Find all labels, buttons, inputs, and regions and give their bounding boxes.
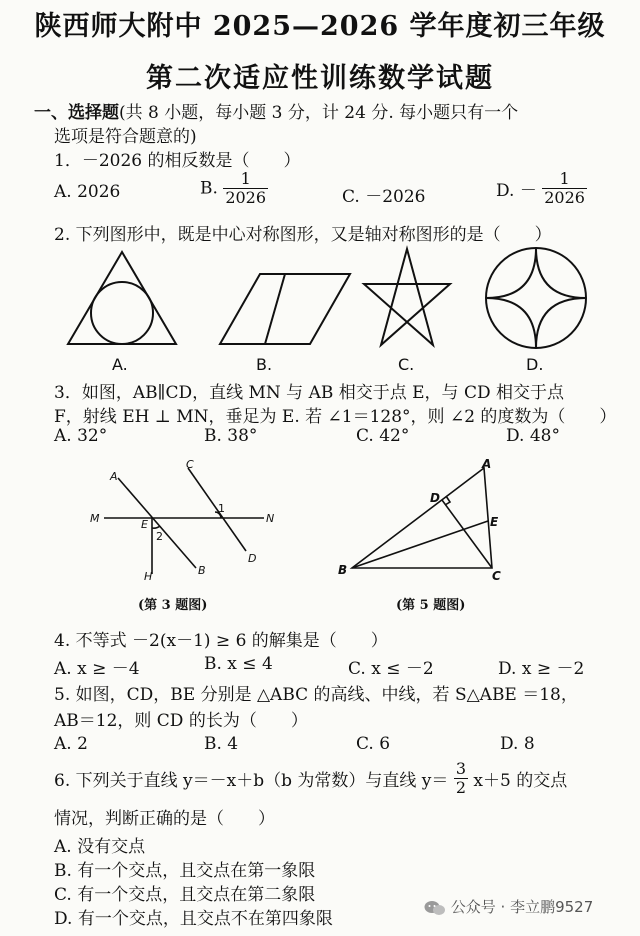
fig3-label-b: B <box>198 564 206 577</box>
q6-option-b: B. 有一个交点，且交点在第一象限 <box>54 861 316 881</box>
q1-option-b-label: B. <box>200 178 218 199</box>
q5-option-b: B. 4 <box>204 734 239 754</box>
q2-figures <box>60 244 600 374</box>
fig5-label-a: A <box>482 457 492 471</box>
q6-frac-num: 3 <box>455 759 466 778</box>
watermark <box>424 896 593 917</box>
fig3-angle2-arc <box>152 526 160 528</box>
fig3-label-a: A <box>110 470 118 483</box>
q6-option-c: C. 有一个交点，且交点在第二象限 <box>54 885 316 905</box>
q3-line2: F，射线 EH ⊥ MN，垂足为 E. 若 ∠1＝128°，则 ∠2 的度数为（ ） <box>54 407 617 427</box>
wechat-icon <box>424 899 446 917</box>
q5-option-c: C. 6 <box>356 734 391 754</box>
fig3-label-d: D <box>248 552 257 565</box>
q1-option-b-num: 1 <box>223 170 268 189</box>
q2-figure-c-star <box>364 249 450 345</box>
fig5-triangle-abc <box>352 468 492 568</box>
figure-3 <box>88 456 288 586</box>
section-intro: (共 8 小题，每小题 3 分，计 24 分. 每小题只有一个 <box>119 103 519 123</box>
q4-option-c: C. x ≤ －2 <box>348 659 434 679</box>
q6-frac-den: 2 <box>455 778 466 797</box>
q2-figure-d-circle-arcs <box>486 248 586 348</box>
q2-label-a: A. <box>112 355 128 374</box>
q6-line2: 情况，判断正确的是（ ） <box>54 809 275 829</box>
q3-option-c: C. 42° <box>356 426 410 446</box>
q4-option-d: D. x ≥ －2 <box>498 659 585 679</box>
section-title: 一、选择题 <box>34 103 119 123</box>
exam-title-line2: 第二次适应性训练数学试题 <box>146 63 494 94</box>
q4-option-a: A. x ≥ －4 <box>54 659 140 679</box>
fig5-label-b: B <box>338 563 348 577</box>
q5-option-a: A. 2 <box>54 734 88 754</box>
q6-fraction <box>454 760 468 797</box>
q1-option-d-num: 1 <box>542 170 587 189</box>
q5-line1: 5. 如图，CD，BE 分别是 △ABC 的高线、中线，若 S△ABE ＝18， <box>54 685 578 705</box>
q2-figure-b-parallelogram <box>220 274 350 344</box>
fig3-label-m: M <box>90 512 100 525</box>
fig5-caption: (第 5 题图) <box>396 598 466 613</box>
q1-option-d <box>496 170 587 207</box>
q4-stem: 4. 不等式 －2(x－1) ≥ 6 的解集是（ ） <box>54 631 388 651</box>
q1-option-b-fraction <box>223 170 268 207</box>
fig3-label-angle1: 1 <box>218 502 225 515</box>
q6-option-d: D. 有一个交点，且交点不在第四象限 <box>54 909 333 929</box>
fig3-line-cd <box>188 468 246 551</box>
q3-line1: 3．如图，AB∥CD，直线 MN 与 AB 相交于点 E，与 CD 相交于点 <box>54 383 564 403</box>
q1-option-c: C. －2026 <box>342 187 426 207</box>
q1-option-d-fraction <box>542 170 587 207</box>
q1-option-b <box>200 170 268 207</box>
q4-option-b: B. x ≤ 4 <box>204 654 273 674</box>
q6-stem <box>54 760 567 797</box>
fig3-label-angle2: 2 <box>156 530 163 543</box>
fig5-label-d: D <box>430 491 440 505</box>
q1-stem: 1．－2026 的相反数是（ ） <box>54 151 301 171</box>
q1-option-d-den: 2026 <box>544 188 585 207</box>
figure-5 <box>332 456 522 586</box>
q5-option-d: D. 8 <box>500 734 535 754</box>
fig3-line-ab <box>118 478 196 568</box>
fig3-label-c: C <box>186 458 194 471</box>
exam-title-line1: 陕西师大附中 2025—2026 学年度初三年级 <box>34 11 606 42</box>
q2-label-b: B. <box>256 355 273 374</box>
q6-option-a: A. 没有交点 <box>54 837 146 857</box>
q2-label-d: D. <box>526 355 544 374</box>
fig3-label-n: N <box>266 512 275 525</box>
fig3-caption: (第 3 题图) <box>138 598 208 613</box>
fig5-median-be <box>352 521 488 568</box>
fig5-label-e: E <box>490 515 499 529</box>
q5-line2: AB＝12，则 CD 的长为（ ） <box>54 711 308 731</box>
q2-label-c: C. <box>398 355 415 374</box>
q3-option-b: B. 38° <box>204 426 258 446</box>
q2-stem: 2. 下列图形中，既是中心对称图形，又是轴对称图形的是（ ） <box>54 225 552 245</box>
q1-option-b-den: 2026 <box>225 188 267 207</box>
q2-figure-a-triangle-incircle <box>68 252 176 344</box>
watermark-text: 公众号 · 李立鹏9527 <box>450 898 594 916</box>
q1-option-d-label: D. － <box>496 181 537 201</box>
q6-stem-part1: 6. 下列关于直线 y＝－x＋b（b 为常数）与直线 y＝ <box>54 771 449 791</box>
fig3-label-h: H <box>144 570 153 583</box>
fig5-label-c: C <box>492 569 501 583</box>
fig3-label-e: E <box>141 518 148 531</box>
q3-option-a: A. 32° <box>54 426 108 446</box>
section-heading <box>34 98 518 123</box>
section-intro-line2: 选项是符合题意的) <box>54 127 197 147</box>
q3-option-d: D. 48° <box>506 426 560 446</box>
q1-option-a: A. 2026 <box>54 182 121 202</box>
q6-stem-part2: x＋5 的交点 <box>473 771 568 791</box>
